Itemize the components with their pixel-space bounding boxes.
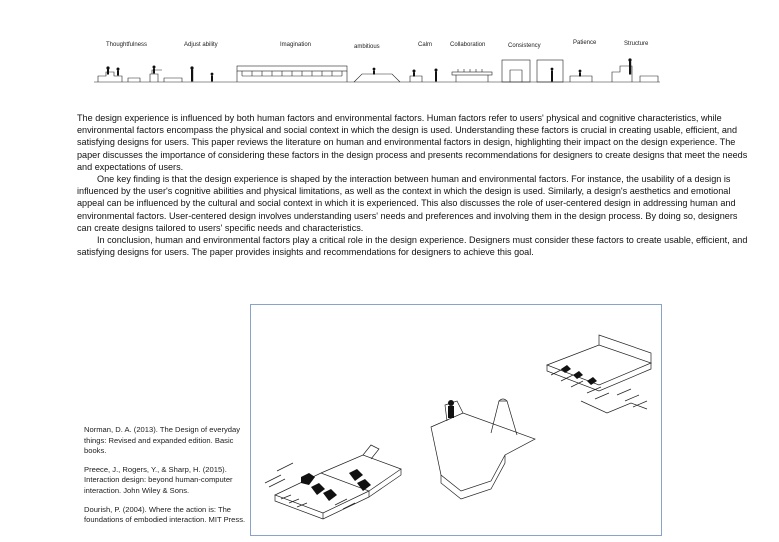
references	[84, 425, 254, 534]
axonometric-figure	[250, 304, 662, 536]
paragraph-conclusion: In conclusion, human and environmental factors play a critical role in the design experience. Designers must consider these factors to create usable, efficient, and satisfying designs for users. The paper provides insights and recommendations for designers to achieve this goal.	[77, 235, 748, 258]
strip-label-calm: Calm	[418, 42, 433, 48]
strip-label-ambitious: ambitious	[354, 44, 380, 50]
strip-label-thoughtfulness: Thoughtfulness	[106, 42, 148, 48]
section-strip-diagram	[92, 36, 662, 88]
paragraph-intro: The design experience is influenced by both human factors and environmental factors. Human factors refer to users' physical and cognitive characteristics, while environmental factors encompass the physical and social context in which the design is used. Understanding these factors is crucial in creating usable, efficient, and satisfying designs for users. This paper reviews the literature on human and environmental factors in design, highlighting their impact on the design experience. The paper discusses the importance of considering these factors in the design process and presents recommendations for designers to create designs that meet the needs and expectations of users.	[77, 113, 748, 172]
strip-label-adjustability: Adjust ability	[184, 42, 218, 48]
axonometric-drawing	[251, 305, 663, 537]
reference-item: Preece, J., Rogers, Y., & Sharp, H. (2015). Interaction design: beyond human-computer interaction. John Wiley & Sons.	[84, 464, 233, 495]
paragraph-key-finding: One key finding is that the design experience is shaped by the interaction between human and environmental factors. For instance, the usability of a design is influenced by the user's cognitive abilities and physical limitations, as well as the context in which the design is used. Similarly, a design's aesthetics and emotional appeal can be influenced by the cultural and social context in which it is experienced. This also discusses the role of user-centered design in addressing human and environmental factors. User-centered design involves understanding users' needs and preferences and involving them in the design process. By doing so, designers can create designs tailored to users' specific needs and characteristics.	[77, 174, 738, 233]
strip-label-structure: Structure	[624, 41, 649, 47]
strip-label-consistency: Consistency	[508, 43, 541, 49]
strip-label-imagination: Imagination	[280, 42, 312, 48]
body-text	[77, 112, 749, 258]
strip-label-collaboration: Collaboration	[450, 42, 486, 48]
strip-label-patience: Patience	[573, 40, 597, 46]
reference-item: Dourish, P. (2004). Where the action is: The foundations of embodied interaction. MIT Press.	[84, 504, 246, 525]
reference-item: Norman, D. A. (2013). The Design of everyday things: Revised and expanded edition. Basic books.	[84, 425, 241, 456]
